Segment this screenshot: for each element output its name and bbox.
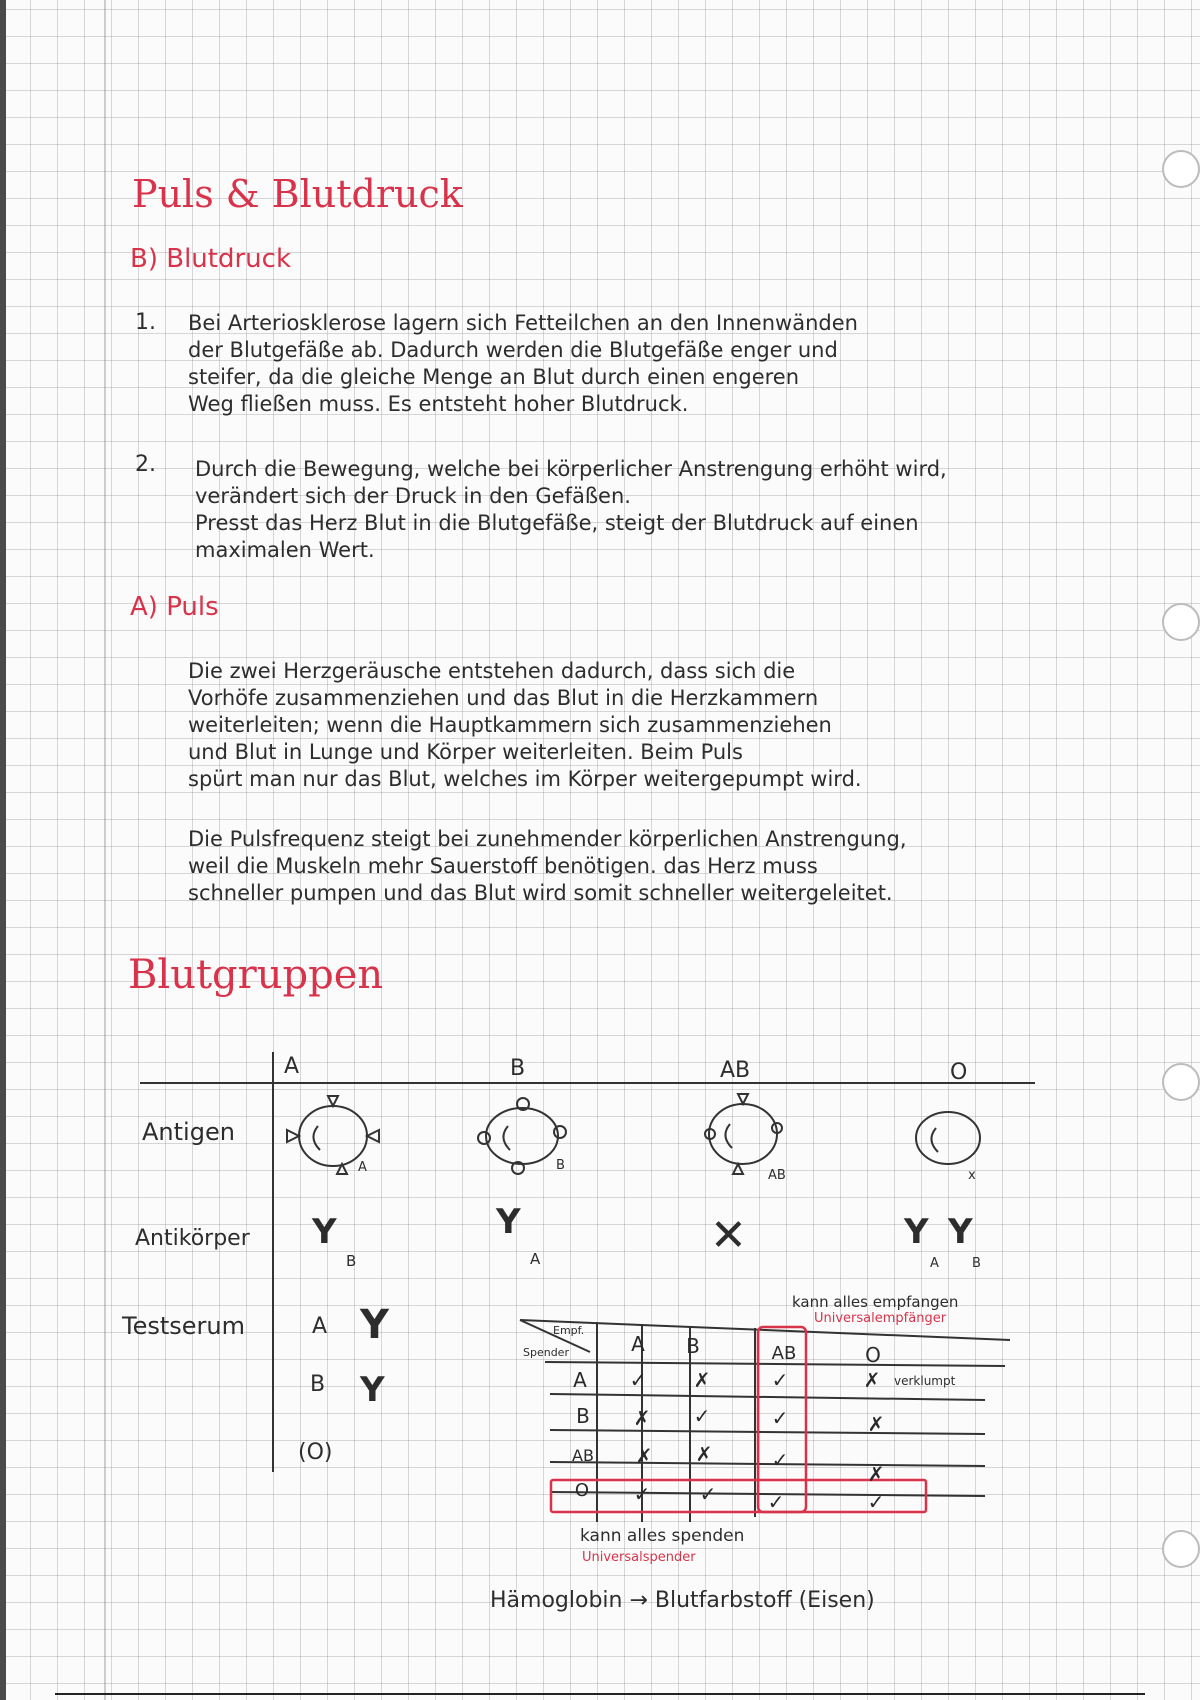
compat-cell: ✗ [633,1406,651,1430]
compat-cell: ✗ [635,1444,653,1468]
text-line: maximalen Wert. [195,538,375,562]
antibody-anti-a-icon: Y [904,1212,929,1252]
punch-hole [1162,1530,1200,1568]
compat-row-label: B [576,1404,590,1428]
row-antigen: Antigen [142,1118,235,1146]
text-line: Bei Arteriosklerose lagern sich Fetteilchen an den Innenwänden [188,311,858,335]
item-2-text [195,456,947,564]
antigen-label-b: B [556,1158,565,1173]
compat-cell: ✓ [693,1404,711,1428]
verklumpt-note: verklumpt [894,1374,956,1388]
page-title: Puls & Blutdruck [132,172,463,216]
testserum-a: A [312,1314,328,1339]
text-line: Weg fließen muss. Es entsteht hoher Blutdruck. [188,392,689,416]
testserum-o: (O) [298,1440,333,1465]
note-universal-donor: kann alles spenden [580,1526,745,1546]
row-testserum: Testserum [122,1312,245,1340]
puls-paragraph-1 [188,658,862,793]
antibody-anti-b-icon: Y [312,1212,337,1252]
text-line: Durch die Bewegung, welche bei körperlicher Anstrengung erhöht wird, [195,457,947,481]
column-o: O [950,1060,968,1085]
compat-cell: ✓ [629,1368,647,1392]
compat-col-o: O [865,1343,881,1367]
puls-paragraph-2 [188,826,907,907]
compat-cell: ✗ [695,1442,713,1466]
text-line: schneller pumpen und das Blut wird somit schneller weitergeleitet. [188,881,893,905]
text-line: verändert sich der Druck in den Gefäßen. [195,484,631,508]
testserum-b: B [310,1372,326,1397]
antibody-anti-b-icon: Y [948,1212,973,1252]
compat-cell: ✗ [863,1368,881,1392]
punch-hole [1162,603,1200,641]
antigen-label-ab: AB [768,1168,786,1183]
antigen-cells-drawing [280,1088,1000,1188]
compat-corner-donor: Spender [523,1346,569,1359]
text-line: und Blut in Lunge und Körper weiterleiten. Beim Puls [188,740,743,764]
antikoerper-label-a: A [530,1250,541,1268]
compat-row-label: A [573,1368,587,1392]
text-line: steifer, da die gleiche Menge an Blut durch einen engeren [188,365,800,389]
no-antibody-cross: ✕ [710,1210,747,1261]
text-line: spürt man nur das Blut, welches im Körper weitergepumpt wird. [188,767,862,791]
item-1-text [188,310,858,418]
blood-table-header-line [140,1082,1035,1084]
antigen-label-a: A [358,1160,367,1175]
blood-table-row-divider [272,1052,274,1472]
testserum-antibody-icon: Y [360,1302,389,1348]
compat-cell: ✓ [771,1368,789,1392]
compat-row-label: AB [572,1446,594,1465]
footer-note: Hämoglobin → Blutfarbstoff (Eisen) [490,1588,875,1613]
text-line: weiterleiten; wenn die Hauptkammern sich zusammenziehen [188,713,832,737]
text-line: Die Pulsfrequenz steigt bei zunehmender körperlichen Anstrengung, [188,827,907,851]
margin-line [104,0,106,1700]
compat-corner-recipient: Empf. [553,1324,585,1337]
compat-col-ab: AB [771,1343,797,1364]
page-edge [0,0,6,1700]
text-line: Presst das Herz Blut in die Blutgefäße, steigt der Blutdruck auf einen [195,511,919,535]
compat-cell: ✗ [867,1462,885,1486]
testserum-antibody-icon: Y [360,1370,385,1410]
compat-cell: ✓ [867,1490,885,1514]
text-line: der Blutgefäße ab. Dadurch werden die Blutgefäße enger und [188,338,838,362]
page-bottom-line [55,1693,1145,1695]
column-ab: AB [720,1058,751,1083]
antikoerper-label-o-a: A [930,1256,939,1271]
compat-cell: ✗ [867,1412,885,1436]
column-b: B [510,1056,526,1081]
antikoerper-label-o-b: B [972,1256,981,1271]
item-1-number: 1. [135,310,156,335]
text-line: weil die Muskeln mehr Sauerstoff benötigen. das Herz muss [188,854,818,878]
note-universal-recipient-red: Universalempfänger [814,1311,947,1326]
compat-cell: ✓ [767,1490,785,1514]
punch-hole [1162,150,1200,188]
compat-cell: ✗ [693,1368,711,1392]
item-2-number: 2. [135,452,156,477]
compat-cell: ✓ [771,1448,789,1472]
antigen-label-o: x [968,1168,976,1183]
blutgruppen-heading: Blutgruppen [128,952,384,998]
compat-row-label: O [574,1480,590,1501]
text-line: Die zwei Herzgeräusche entstehen dadurch, dass sich die [188,659,796,683]
row-antikoerper: Antikörper [135,1226,250,1251]
compat-col-b: B [686,1334,700,1358]
section-b-heading: B) Blutdruck [130,244,292,274]
antibody-anti-a-icon: Y [496,1202,521,1242]
section-a-heading: A) Puls [130,592,219,622]
antikoerper-label-b: B [346,1252,357,1270]
compat-cell: ✓ [771,1406,789,1430]
text-line: Vorhöfe zusammenziehen und das Blut in die Herzkammern [188,686,819,710]
column-a: A [284,1054,300,1079]
compat-cell: ✓ [633,1482,651,1506]
compat-cell: ✓ [699,1482,717,1506]
compat-col-a: A [631,1332,645,1356]
punch-hole [1162,1063,1200,1101]
note-universal-recipient: kann alles empfangen [792,1293,959,1311]
note-universal-donor-red: Universalspender [582,1550,696,1565]
